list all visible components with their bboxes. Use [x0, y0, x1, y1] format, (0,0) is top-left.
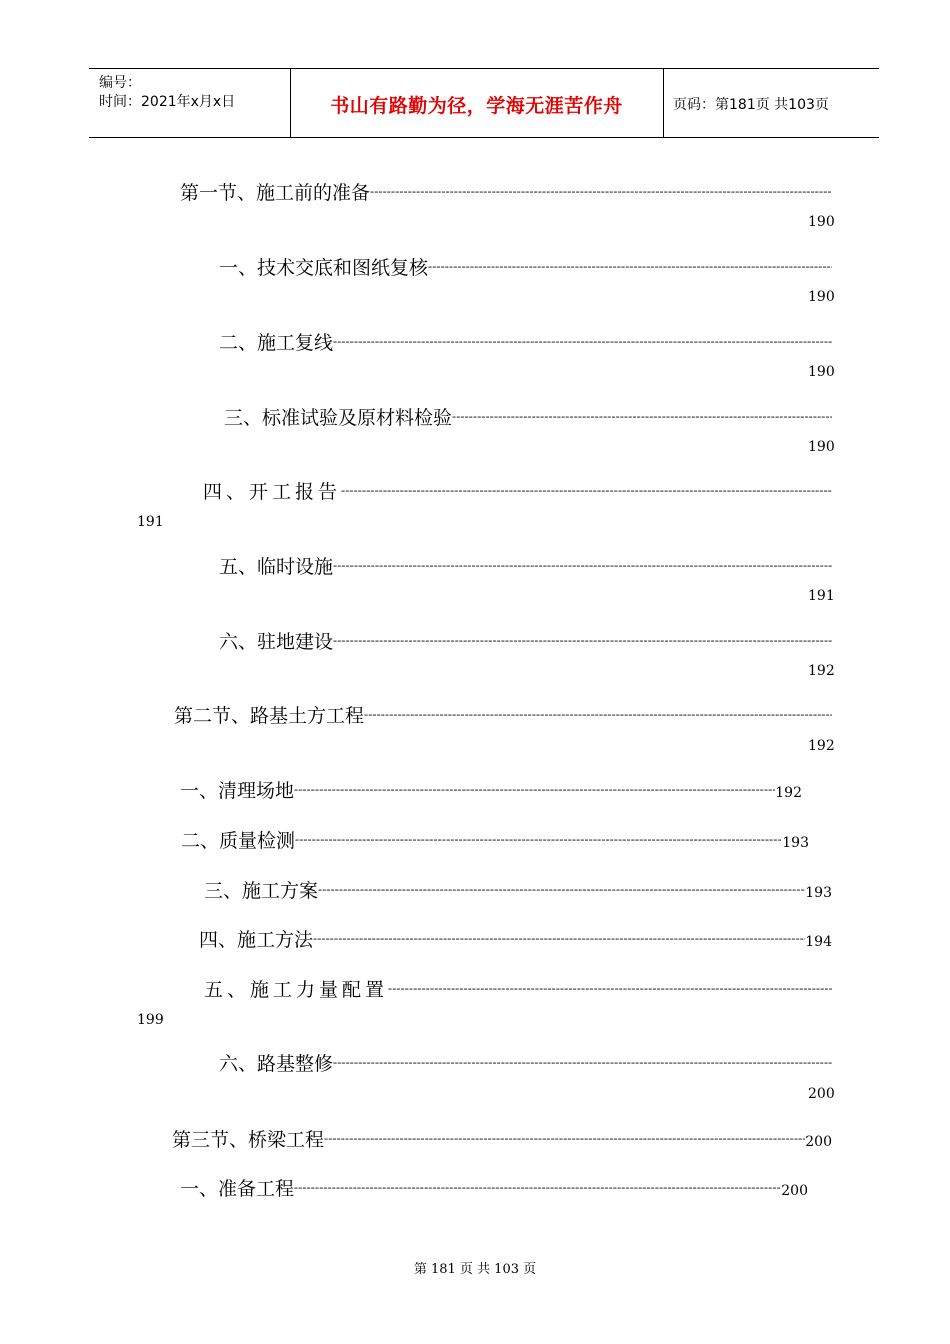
toc-title: 一、清理场地 [180, 780, 295, 802]
toc-title: 四、开工报告 [203, 481, 342, 503]
toc-entry[interactable] [180, 773, 802, 805]
toc-page-number: 194 [805, 934, 832, 950]
toc-page-number: 193 [805, 885, 832, 901]
toc-title: 三、标准试验及原材料检验 [224, 407, 453, 429]
toc-entry[interactable] [219, 325, 832, 355]
toc-entry[interactable] [219, 1046, 832, 1076]
toc-page-number: 191 [808, 588, 835, 604]
toc-title: 二、质量检测 [181, 830, 296, 852]
toc-page-number: 190 [808, 214, 835, 230]
toc-leader [333, 624, 832, 648]
toc-leader [324, 1122, 805, 1146]
motto-text: 书山有路勤为径，学海无涯苦作舟 [330, 95, 623, 117]
toc-leader [318, 873, 805, 897]
toc-leader [294, 1171, 781, 1195]
toc-page-number: 192 [775, 785, 802, 801]
toc-title: 二、施工复线 [219, 332, 334, 354]
toc-page-number: 193 [782, 835, 809, 851]
toc-leader [313, 922, 805, 946]
toc-leader [333, 1046, 832, 1070]
toc-page-number: 190 [808, 364, 835, 380]
toc-title: 第二节、路基土方工程 [174, 705, 365, 727]
document-header [89, 68, 879, 138]
toc-leader [341, 474, 832, 498]
toc-leader [294, 773, 775, 797]
page-footer: 第 181 页 共 103 页 [413, 1262, 537, 1277]
toc-entry[interactable] [172, 1122, 832, 1154]
serial-label: 编号： [99, 75, 141, 91]
toc-page-number: 200 [808, 1086, 835, 1102]
toc-entry[interactable] [180, 1171, 808, 1203]
header-motto-cell [290, 69, 664, 137]
time-label: 时间：2021年x月x日 [99, 94, 236, 110]
toc-entry[interactable] [203, 474, 832, 504]
toc-entry[interactable] [174, 698, 832, 728]
toc-title: 第一节、施工前的准备 [180, 182, 371, 204]
header-page-label: 页码：第181页 共103页 [673, 97, 829, 113]
toc-entry[interactable] [199, 922, 832, 954]
toc-title: 五、施工力量配置 [204, 979, 389, 1001]
toc-page-number: 199 [137, 1012, 164, 1028]
toc-leader [333, 325, 832, 349]
toc-entry[interactable] [219, 549, 832, 579]
toc-title: 六、路基整修 [219, 1053, 334, 1075]
toc-entry[interactable] [180, 175, 832, 205]
toc-page-number: 190 [808, 439, 835, 455]
toc-title: 三、施工方案 [204, 880, 319, 902]
toc-title: 第三节、桥梁工程 [172, 1129, 325, 1151]
header-info-cell [89, 69, 291, 137]
toc-title: 一、技术交底和图纸复核 [219, 257, 429, 279]
toc-leader [388, 972, 832, 996]
toc-page-number: 191 [137, 514, 164, 530]
header-page-cell [663, 69, 879, 137]
toc-title: 六、驻地建设 [219, 631, 334, 653]
toc-leader [295, 823, 782, 847]
toc-entry[interactable] [181, 823, 809, 855]
toc-entry[interactable] [219, 624, 832, 654]
toc-title: 四、施工方法 [199, 929, 314, 951]
toc-entry[interactable] [224, 400, 832, 430]
toc-page-number: 192 [808, 663, 835, 679]
toc-entry[interactable] [204, 873, 832, 905]
toc-title: 五、临时设施 [219, 556, 334, 578]
toc-page-number: 190 [808, 289, 835, 305]
toc-page-number: 200 [805, 1134, 832, 1150]
toc-page-number: 200 [781, 1183, 808, 1199]
toc-title: 一、准备工程 [180, 1178, 295, 1200]
toc-leader [370, 175, 832, 199]
toc-leader [364, 698, 832, 722]
toc-page-number: 192 [808, 738, 835, 754]
toc-entry[interactable] [204, 972, 832, 1002]
toc-leader [452, 400, 832, 424]
toc-leader [333, 549, 832, 573]
toc-entry[interactable] [219, 250, 832, 280]
toc-leader [428, 250, 832, 274]
